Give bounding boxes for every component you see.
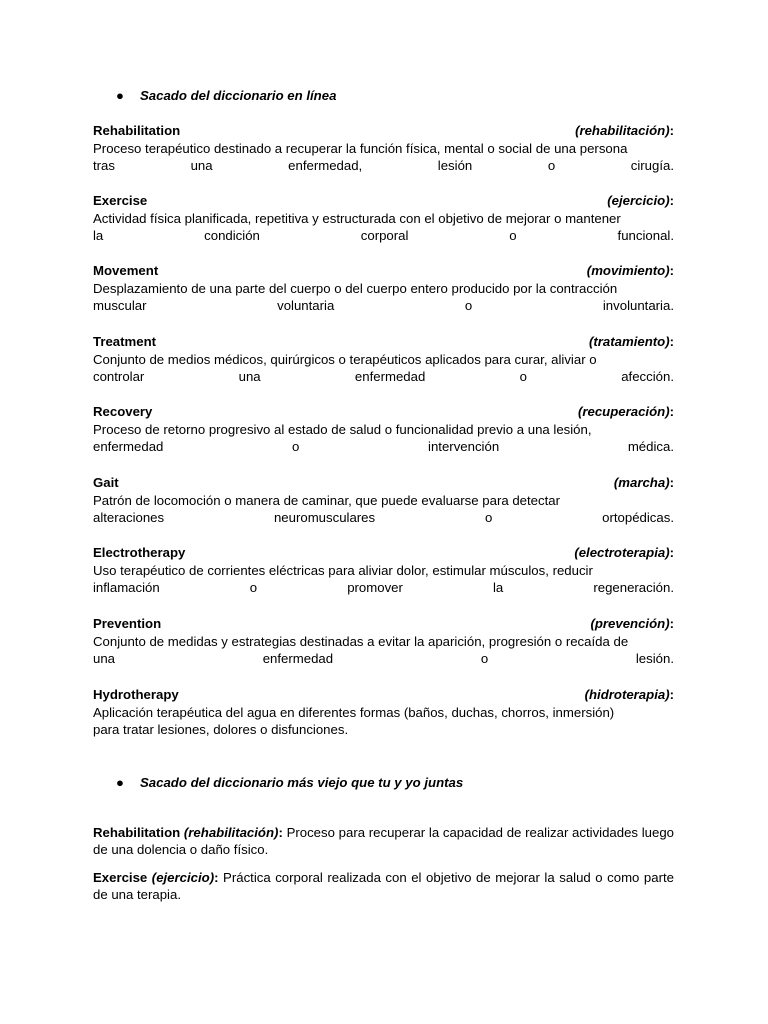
entry-definition-line1: Proceso de retorno progresivo al estado de salud o funcionalidad previo a una lesión, — [93, 421, 592, 437]
entry-definition-line1: Conjunto de medios médicos, quirúrgicos o terapéuticos aplicados para curar, aliviar o — [93, 351, 597, 367]
entry-definition-line2: enfermedad o intervención médica. — [93, 439, 674, 454]
entry-term: Rehabilitation — [93, 825, 181, 840]
entry-translation: (rehabilitación) — [183, 825, 279, 840]
entry-rehabilitation: Rehabilitation (rehabilitación): Proceso terapéutico destinado a recuperar la función física, mental o social de una persona tras una enfermedad, lesión o cirugía. — [93, 123, 674, 173]
entry-definition-line1: Conjunto de medidas y estrategias destinadas a evitar la aparición, progresión o recaída de — [93, 633, 629, 649]
entry-definition-line1: Aplicación terapéutica del agua en diferentes formas (baños, duchas, chorros, inmersión) — [93, 704, 615, 720]
entry-definition-line2: para tratar lesiones, dolores o disfunciones. — [93, 722, 349, 737]
section-title: Sacado del diccionario más viejo que tu y yo juntas — [140, 775, 464, 790]
entry-definition-line1: Actividad física planificada, repetitiva y estructurada con el objetivo de mejorar o mantener — [93, 210, 621, 226]
entry-term: Prevention — [93, 616, 162, 631]
old-entry-exercise: Exercise (ejercicio): Práctica corporal realizada con el objetivo de mejorar la salud o como parte de una terapia. — [93, 870, 674, 902]
entry-term: Rehabilitation — [93, 123, 181, 138]
entry-translation: (recuperación) — [577, 404, 670, 419]
entry-term: Hydrotherapy — [93, 687, 179, 702]
entry-translation: (movimiento) — [586, 263, 670, 278]
entry-translation: (marcha) — [613, 475, 670, 490]
bullet-dot: ● — [116, 775, 124, 790]
entry-definition-line2: una enfermedad o lesión. — [93, 651, 674, 666]
entry-definition-line1: Desplazamiento de una parte del cuerpo o del cuerpo entero producido por la contracción — [93, 280, 618, 296]
entry-gait: Gait (marcha): Patrón de locomoción o manera de caminar, que puede evaluarse para detectar alteraciones neuromusculares o ortopédicas. — [93, 475, 674, 525]
section-title: Sacado del diccionario en línea — [140, 88, 337, 103]
entry-term: Gait — [93, 475, 119, 490]
entry-term: Movement — [93, 263, 159, 278]
entry-exercise: Exercise (ejercicio): Actividad física planificada, repetitiva y estructurada con el objetivo de mejorar o mantener la condición corporal o funcional. — [93, 193, 674, 243]
entry-treatment: Treatment (tratamiento): Conjunto de medios médicos, quirúrgicos o terapéuticos aplicados para curar, aliviar o controlar una enfermedad o afección. — [93, 334, 674, 384]
entry-electrotherapy: Electrotherapy (electroterapia): Uso terapéutico de corrientes eléctricas para aliviar dolor, estimular músculos, reducir inflamación o promover la regeneración. — [93, 545, 674, 595]
entry-definition-line1: Proceso terapéutico destinado a recuperar la función física, mental o social de una persona — [93, 140, 628, 156]
entry-term: Treatment — [93, 334, 157, 349]
entry-definition-line2: muscular voluntaria o involuntaria. — [93, 298, 674, 313]
entry-term: Exercise — [93, 193, 148, 208]
entry-definition: Práctica corporal realizada con el objetivo de mejorar la salud o como parte de una terapia. — [93, 870, 674, 902]
entry-definition-line1: Patrón de locomoción o manera de caminar, que puede evaluarse para detectar — [93, 492, 560, 508]
entry-term: Recovery — [93, 404, 153, 419]
entry-definition-line2: inflamación o promover la regeneración. — [93, 580, 674, 595]
entry-definition-line1: Uso terapéutico de corrientes eléctricas para aliviar dolor, estimular músculos, reducir — [93, 562, 593, 578]
entry-recovery: Recovery (recuperación): Proceso de retorno progresivo al estado de salud o funcionalidad previo a una lesión, enfermedad o intervención médica. — [93, 404, 674, 454]
entry-translation: (ejercicio) — [607, 193, 670, 208]
section-heading-online — [116, 88, 336, 104]
bullet-dot: ● — [116, 88, 124, 103]
entry-translation: (hidroterapia) — [584, 687, 670, 702]
entry-translation: (electroterapia) — [574, 545, 670, 560]
entry-definition-line2: controlar una enfermedad o afección. — [93, 369, 674, 384]
entry-definition-line2: alteraciones neuromusculares o ortopédicas. — [93, 510, 674, 525]
entry-term: Exercise — [93, 870, 148, 885]
entry-hydrotherapy: Hydrotherapy (hidroterapia): Aplicación terapéutica del agua en diferentes formas (baños, duchas, chorros, inmersión) para tratar lesiones, dolores o disfunciones. — [93, 687, 674, 737]
entry-translation: (tratamiento) — [589, 334, 670, 349]
entry-definition-line2: tras una enfermedad, lesión o cirugía. — [93, 158, 674, 173]
entry-prevention: Prevention (prevención): Conjunto de medidas y estrategias destinadas a evitar la aparición, progresión o recaída de una enfermedad o lesión. — [93, 616, 674, 666]
entry-definition: Proceso para recuperar la capacidad de realizar actividades luego de una dolencia o daño físico. — [93, 825, 674, 857]
entry-translation: (rehabilitación) — [575, 123, 670, 138]
entry-term: Electrotherapy — [93, 545, 186, 560]
entry-translation: (prevención) — [590, 616, 670, 631]
entry-definition-line2: la condición corporal o funcional. — [93, 228, 674, 243]
entry-translation: (ejercicio) — [151, 870, 215, 885]
section-heading-old-dictionary — [116, 775, 463, 791]
old-entry-rehabilitation: Rehabilitation (rehabilitación): Proceso para recuperar la capacidad de realizar actividades luego de una dolencia o daño físico. — [93, 825, 674, 857]
entry-movement: Movement (movimiento): Desplazamiento de una parte del cuerpo o del cuerpo entero producido por la contracción muscular voluntaria o involuntaria. — [93, 263, 674, 313]
